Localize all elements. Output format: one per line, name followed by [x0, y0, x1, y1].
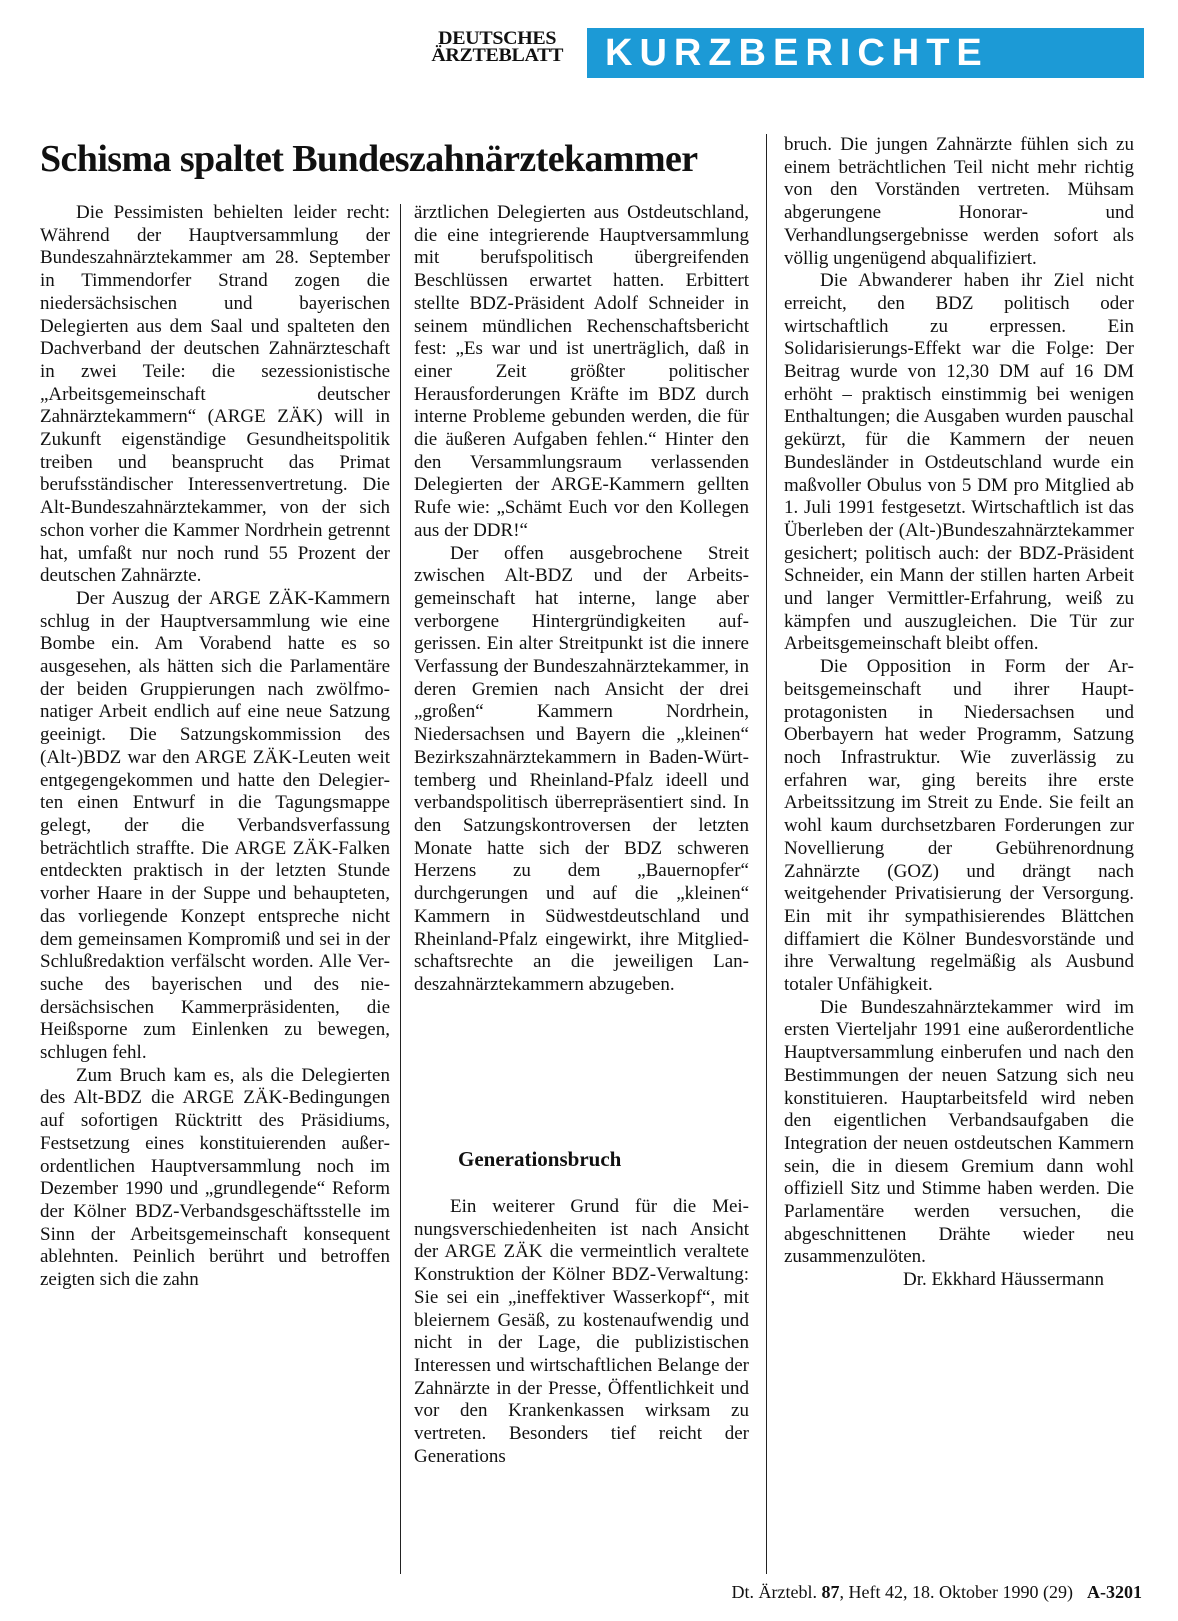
- citation-details: , Heft 42, 18. Oktober 1990 (29): [839, 1582, 1073, 1602]
- column-1: [40, 202, 390, 1292]
- logo-line-2: ÄRZTEBLATT: [431, 45, 564, 66]
- paragraph: Zum Bruch kam es, als die Delegierten des Alt-BDZ die ARGE ZÄK-Bedingungen auf sofortigen Rücktritt des Präsidiums, Festsetzung eines konstituierenden außerordentlichen Hauptversammlung noch im Dezember 1990 und „grundlegende“ Reform der Kölner BDZ-Verbandsgeschäftsstelle im Sinn der Arbeitsgemeinschaft konsequent ablehnten. Peinlich berührt und betroffen zeigten sich die zahn: [40, 1064, 390, 1291]
- paragraph: Der Auszug der ARGE ZÄK-Kammern schlug in der Hauptversammlung wie eine Bombe ein. Am Vorabend hatte es so ausgesehen, als hätten sich die Parlamentäre der beiden Gruppierungen nach zwölfmonatiger Arbeit endlich auf eine neue Satzung geeinigt. Die Satzungskommission des (Alt-)BDZ war den ARGE ZÄK-Leuten weit entgegengekommen und hatte den Delegierten einen Entwurf in die Tagungsmappe gelegt, der die Verbandsverfassung beträchtlich straffte. Die ARGE ZÄK-Falken entdeckten praktisch in der letzten Stunde vorher Haare in der Suppe und behaupteten, das vorliegende Konzept entspreche nicht dem gemeinsamen Kompromiß und sei in der Schlußredaktion verfälscht worden. Alle Versuche des bayerischen und des niedersächsischen Kammerpräsidenten, die Heißsporne zum Einlenken zu bewegen, schlugen fehl.: [40, 587, 390, 1064]
- paragraph: bruch. Die jungen Zahnärzte fühlen sich zu einem beträchtlichen Teil nicht mehr richtig von den Vorständen vertreten. Mühsam abgerungene Honorar- und Verhandlungsergebnisse werden sofort als völlig ungenügend abqualifiziert.: [784, 134, 1134, 269]
- citation-prefix: Dt. Ärztebl.: [731, 1582, 822, 1602]
- subheading: Generationsbruch: [458, 1147, 622, 1171]
- paragraph: Die Opposition in Form der Arbeitsgemeinschaft und ihrer Hauptprotagonisten in Niedersachsen und Oberbayern hat weder Programm, Satzung noch Infrastruktur. Wie zuverlässig zu erfahren war, ging bereits ihre erste Arbeitssitzung im Streit zu Ende. Sie feilt an wohl kaum durchsetzbaren Forderungen zur Novellierung der Gebührenordnung Zahnärzte (GOZ) und drängt nach weitgehender Privatisierung der Versorgung. Ein mit ihr sympathisierendes Blättchen diffamiert die Kölner Bundesvorstände und ihre Verwaltung regelmäßig als Ausbund totaler Unfähigkeit.: [784, 656, 1134, 996]
- paragraph: Ein weiterer Grund für die Meinungsverschiedenheiten ist nach Ansicht der ARGE ZÄK die vermeintlich veraltete Konstruktion der Kölner BDZ-Verwaltung: Sie sei ein „ineffektiver Wasserkopf“, mit bleiernem Gesäß, zu kostenaufwendig und nicht in der Lage, die publizistischen Interessen und wirtschaftlichen Belange der Zahnärzte in der Presse, Öffentlichkeit und vor den Krankenkassen wirksam zu vertreten. Besonders tief reicht der Generations: [414, 1196, 749, 1467]
- column-divider: [400, 204, 401, 1574]
- masthead: [409, 28, 1144, 80]
- author-signature: Dr. Ekkhard Häussermann: [902, 1269, 1104, 1291]
- section-banner: KURZBERICHTE: [587, 28, 1144, 78]
- column-2-continued: [414, 1196, 749, 1468]
- article-title: Schisma spaltet Bundeszahnärztekammer: [40, 138, 698, 180]
- journal-logo: [409, 30, 585, 64]
- paragraph: ärztlichen Delegierten aus Ostdeutschland, die eine integrierende Hauptversammlung mit berufspolitisch übergreifenden Beschlüssen erwartet hatten. Erbittert stellte BDZ-Präsident Adolf Schneider in seinem mündlichen Rechenschaftsbericht fest: „Es war und ist unerträglich, daß in einer Zeit größter politischer Herausforderungen Kräfte im BDZ durch interne Probleme gebunden werden, die für die äußeren Aufgaben fehlen.“ Hinter den den Versammlungsraum verlassenden Delegierten der ARGE-Kammern gellten Rufe wie: „Schämt Euch vor den Kollegen aus der DDR!“: [414, 202, 749, 541]
- column-3: [784, 134, 1134, 1292]
- page-code: A-3201: [1087, 1582, 1142, 1602]
- page-footer: [612, 1581, 1142, 1603]
- paragraph: Die Bundeszahnärztekammer wird im ersten Vierteljahr 1991 eine außerordentliche Hauptversammlung einberufen und nach den Bestimmungen der neuen Satzung sich neu konstituieren. Hauptarbeitsfeld wird neben den eigentlichen Verbandsaufgaben die Integration der neuen ostdeutschen Kammern sein, die in diesem Gremium dann wohl offiziell Sitz und Stimme haben werden. Die Parlamentäre werden versuchen, die abgeschnittenen Drähte wieder neu zusammenzulöten.: [784, 996, 1134, 1268]
- paragraph: Die Abwanderer haben ihr Ziel nicht erreicht, den BDZ politisch oder wirtschaftlich zu erpressen. Ein Solidarisierungs-Effekt war die Folge: Der Beitrag wurde von 12,30 DM auf 16 DM erhöht – praktisch einstimmig bei wenigen Enthaltungen; die Ausgaben wurden pauschal gekürzt, für die Kammern der neuen Bundesländer in Ostdeutschland wurde ein maßvoller Obulus von 5 DM pro Mitglied ab 1. Juli 1991 festgesetzt. Wirtschaftlich ist das Überleben der (Alt-)Bundeszahnärztekammer gesichert; politisch auch: der BDZ-Präsident Schneider, ein Mann der stillen harten Arbeit und langer Vermittler-Erfahrung, weiß zu kämpfen und auszugleichen. Die Tür zur Arbeitsgemeinschaft bleibt offen.: [784, 270, 1134, 655]
- column-divider: [766, 134, 767, 1574]
- logo-line-1: DEUTSCHES: [438, 28, 557, 49]
- volume-number: 87: [821, 1582, 840, 1602]
- paragraph: Die Pessimisten behielten leider recht: Während der Hauptversammlung der Bundeszahnärztekammer am 28. September in Timmendorfer Strand zogen die niedersächsischen und bayerischen Delegierten aus dem Saal und spalteten den Dachverband der deutschen Zahnärzteschaft in zwei Teile: die sezessionistische „Arbeitsgemeinschaft deutscher Zahnärztekammern“ (ARGE ZÄK) will in Zukunft eigenständige Gesundheitspolitik treiben und beansprucht das Primat berufsständischer Interessenvertretung. Die Alt-Bundeszahnärztekammer, von der sich schon vorher die Kammer Nordrhein getrennt hat, umfaßt nur noch rund 55 Prozent der deutschen Zahnärzte.: [40, 202, 390, 587]
- paragraph: Der offen ausgebrochene Streit zwischen Alt-BDZ und der Arbeitsgemeinschaft hat interne, lange aber verborgene Hintergründigkeiten aufgerissen. Ein alter Streitpunkt ist die innere Verfassung der Bundeszahnärztekammer, in deren Gremien nach Ansicht der drei „großen“ Kammern Nordrhein, Niedersachsen und Bayern die „kleinen“ Bezirkszahnärztekammern in Baden-Württemberg und Rheinland-Pfalz ideell und verbandspolitisch überrepräsentiert sind. In den Satzungskontroversen der letzten Monate hatte sich der BDZ schweren Herzens zu dem „Bauernopfer“ durchgerungen und auf die „kleinen“ Kammern in Südwestdeutschland und Rheinland-Pfalz eingewirkt, ihre Mitgliedschaftsrechte an die jeweiligen Landeszahnärztekammern abzugeben.: [414, 542, 749, 995]
- column-2: [414, 202, 749, 997]
